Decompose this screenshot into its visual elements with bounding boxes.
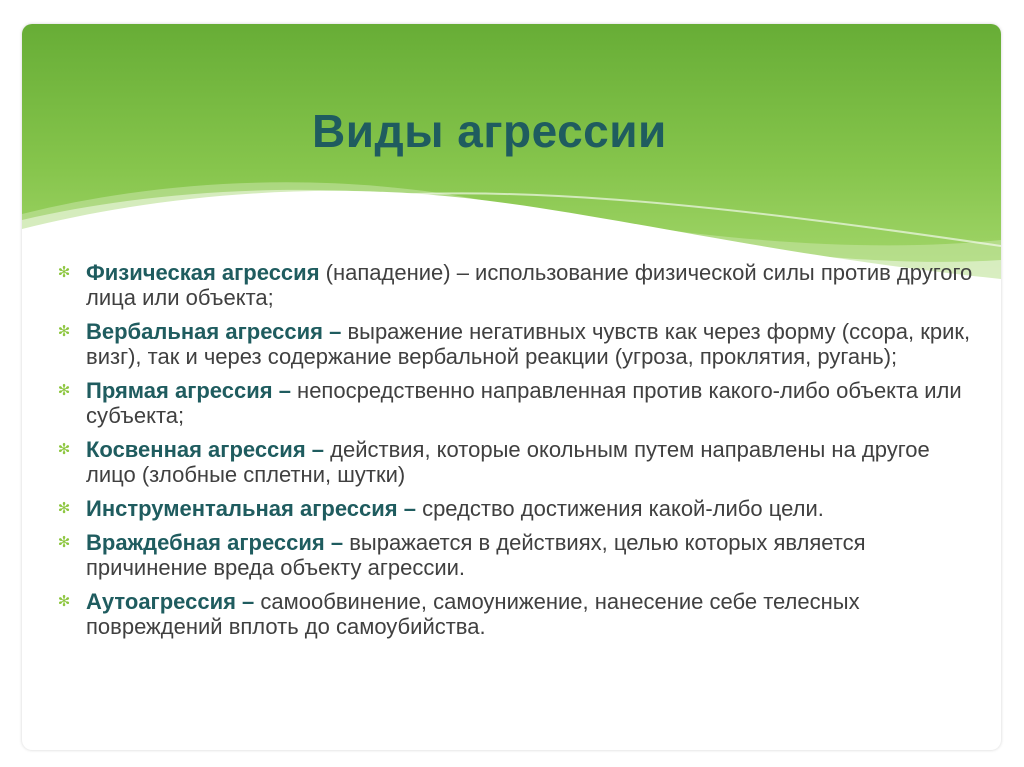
slide-title: Виды агрессии [312, 105, 667, 157]
slide [22, 24, 1001, 750]
item-term: Инструментальная агрессия – [86, 496, 416, 521]
asterisk-icon: ✻ [57, 382, 71, 399]
bullet-list [54, 260, 974, 648]
item-description: действия, которые окольным путем направлены на другое лицо (злобные сплетни, шутки) [86, 437, 930, 487]
list-item [54, 260, 974, 310]
item-term: Косвенная агрессия – [86, 437, 325, 462]
item-term: Вербальная агрессия – [86, 319, 342, 344]
item-description: средство достижения какой-либо цели. [415, 496, 824, 521]
item-description: самообвинение, самоунижение, нанесение себе телесных повреждений вплоть до самоубийства. [86, 589, 860, 639]
list-item [54, 530, 974, 580]
item-term: Физическая агрессия [86, 260, 320, 285]
item-description: выражение негативных чувств как через форму (ссора, крик, визг), так и через содержание вербальной реакции (угроза, проклятия, ругань); [86, 319, 971, 369]
asterisk-icon: ✻ [57, 534, 71, 551]
item-term: Аутоагрессия – [86, 589, 255, 614]
asterisk-icon: ✻ [57, 264, 71, 281]
asterisk-icon: ✻ [57, 441, 71, 458]
list-item [54, 319, 974, 369]
list-item [54, 437, 974, 487]
item-description: непосредственно направленная против какого-либо объекта или субъекта; [86, 378, 962, 428]
asterisk-icon: ✻ [57, 500, 71, 517]
item-term: Прямая агрессия – [86, 378, 291, 403]
list-item [54, 378, 974, 428]
asterisk-icon: ✻ [57, 323, 71, 340]
item-description: (нападение) – использование физической силы против другого лица или объекта; [86, 260, 973, 310]
list-item [54, 589, 974, 639]
item-description: выражается в действиях, целью которых является причинение вреда объекту агрессии. [86, 530, 866, 580]
asterisk-icon: ✻ [57, 593, 71, 610]
list-item [54, 496, 974, 521]
item-term: Враждебная агрессия – [86, 530, 344, 555]
